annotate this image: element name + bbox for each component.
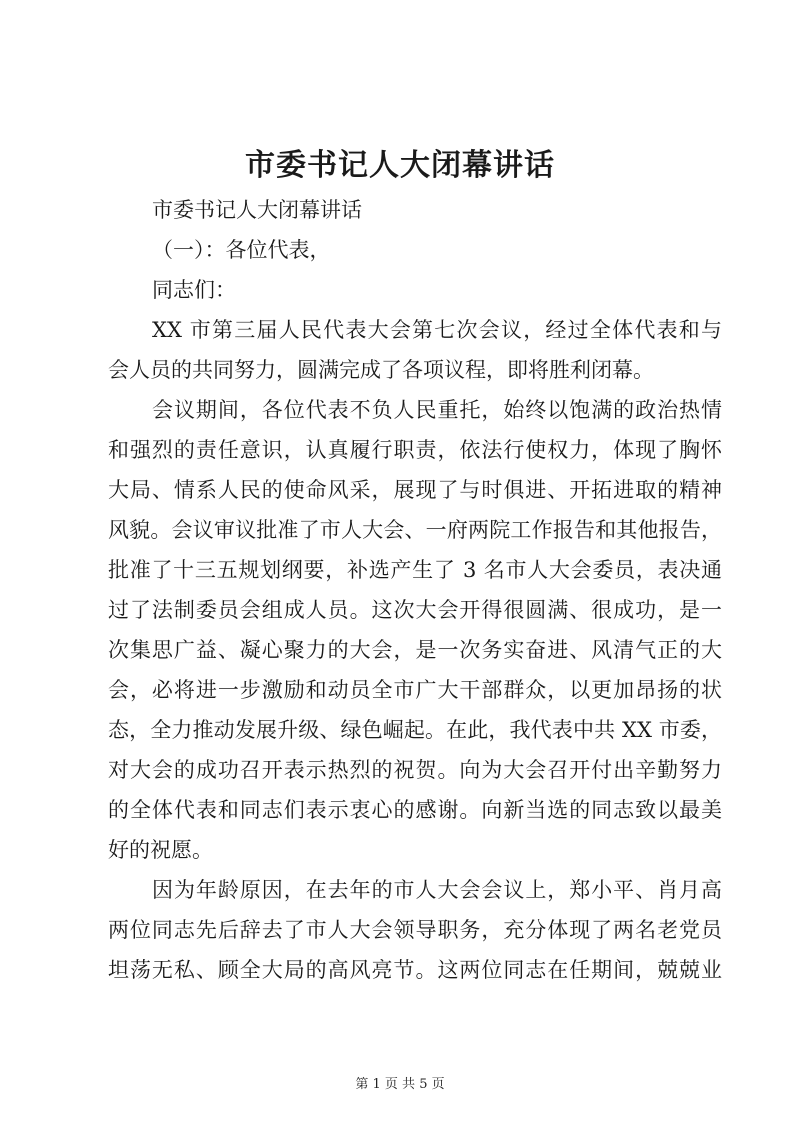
text-line: 会，必将进一步激励和动员全市广大干部群众，以更加昂扬的状 bbox=[108, 678, 722, 702]
text-line: 大局、情系人民的使命风采，展现了与时俱进、开拓进取的精神 bbox=[108, 478, 722, 502]
text-line: 因为年龄原因，在去年的市人大会会议上，郑小平、肖月高 bbox=[152, 878, 722, 902]
text-line: 好的祝愿。 bbox=[108, 838, 213, 862]
text-line: XX 市第三届人民代表大会第七次会议，经过全体代表和与 bbox=[152, 318, 722, 342]
paragraph bbox=[108, 230, 722, 270]
text-line: 同志们： bbox=[152, 278, 236, 302]
text-line: 的全体代表和同志们表示衷心的感谢。向新当选的同志致以最美 bbox=[108, 798, 722, 822]
paragraph bbox=[108, 870, 722, 990]
paragraph bbox=[108, 270, 722, 310]
text-line: 会议期间，各位代表不负人民重托，始终以饱满的政治热情 bbox=[152, 398, 722, 422]
text-line: 风貌。会议审议批准了市人大会、一府两院工作报告和其他报告， bbox=[108, 518, 722, 542]
text-line: 对大会的成功召开表示热烈的祝贺。向为大会召开付出辛勤努力 bbox=[108, 758, 722, 782]
document-body bbox=[108, 190, 722, 990]
text-line: 过了法制委员会组成人员。这次大会开得很圆满、很成功，是一 bbox=[108, 598, 722, 622]
text-line: 坦荡无私、顾全大局的高风亮节。这两位同志在任期间，兢兢业 bbox=[108, 958, 722, 982]
text-line: 和强烈的责任意识，认真履行职责，依法行使权力，体现了胸怀 bbox=[108, 438, 722, 462]
text-line: （一）：各位代表， bbox=[152, 238, 331, 262]
paragraph bbox=[108, 190, 722, 230]
paragraph bbox=[108, 390, 722, 870]
document-title: 市委书记人大闭幕讲话 bbox=[245, 148, 555, 183]
text-line: 两位同志先后辞去了市人大会领导职务，充分体现了两名老党员 bbox=[108, 918, 722, 942]
text-line: 态，全力推动发展升级、绿色崛起。在此，我代表中共 XX 市委， bbox=[108, 718, 722, 742]
text-line: 会人员的共同努力，圆满完成了各项议程，即将胜利闭幕。 bbox=[108, 358, 654, 382]
text-line: 市委书记人大闭幕讲话 bbox=[152, 198, 362, 222]
text-line: 批准了十三五规划纲要，补选产生了 3 名市人大会委员，表决通 bbox=[108, 558, 722, 582]
page-footer: 第 1 页 共 5 页 bbox=[355, 1077, 445, 1092]
paragraph bbox=[108, 310, 722, 390]
text-line: 次集思广益、凝心聚力的大会，是一次务实奋进、风清气正的大 bbox=[108, 638, 722, 662]
